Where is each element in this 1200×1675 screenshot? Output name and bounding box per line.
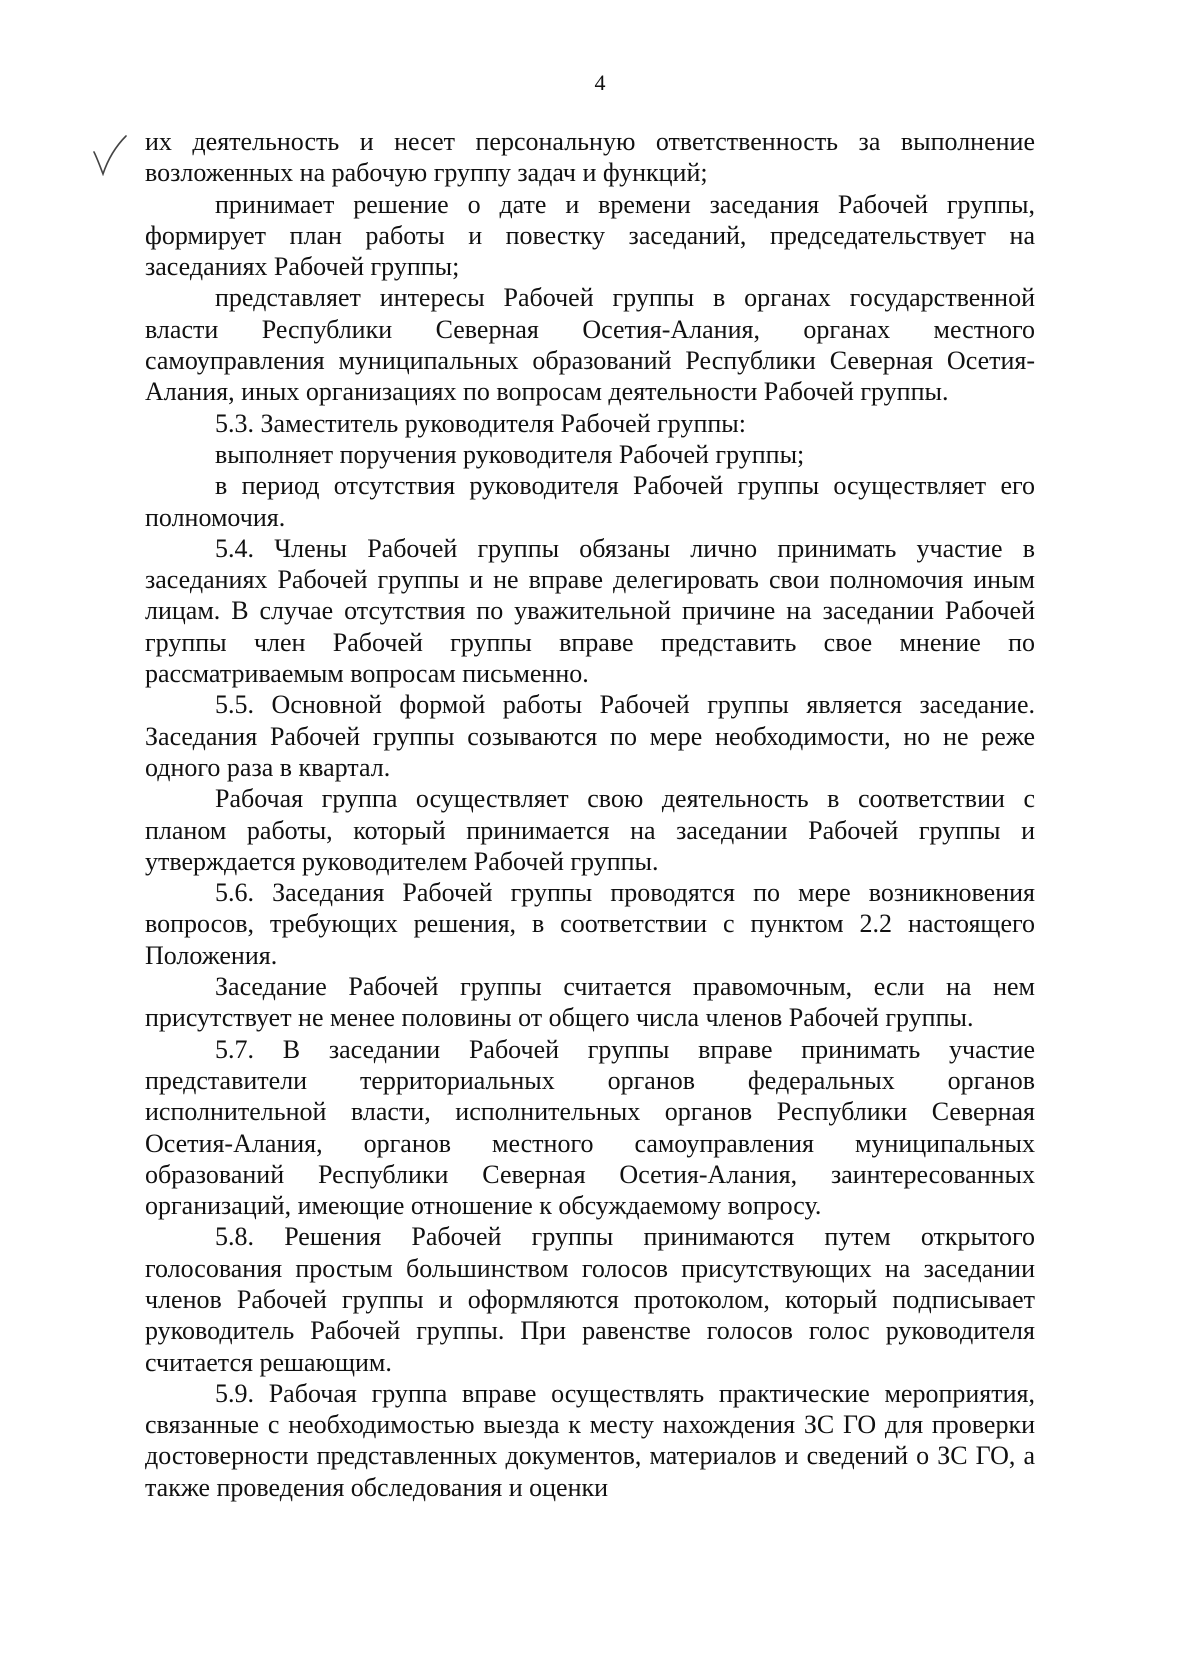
paragraph-8: Рабочая группа осуществляет свою деятельность в соответствии с планом работы, который принимается на заседании Рабочей группы и утверждается руководителем Рабочей группы. <box>145 784 1035 876</box>
paragraph-5: в период отсутствия руководителя Рабочей группы осуществляет его полномочия. <box>145 471 1035 532</box>
paragraph-3: 5.3. Заместитель руководителя Рабочей группы: <box>215 408 746 438</box>
page-number: 4 <box>594 70 606 95</box>
paragraph-7: 5.5. Основной формой работы Рабочей группы является заседание. Заседания Рабочей группы созываются по мере необходимости, но не реже одного раза в квартал. <box>145 690 1035 782</box>
handwritten-check-mark <box>92 134 132 176</box>
document-body <box>145 126 1035 1503</box>
paragraph-1: принимает решение о дате и времени заседания Рабочей группы, формирует план работы и повестку заседаний, председательствует на заседаниях Рабочей группы; <box>145 189 1035 282</box>
paragraph-13: 5.9. Рабочая группа вправе осуществлять практические мероприятия, связанные с необходимостью выезда к месту нахождения ЗС ГО для проверки достоверности представленных документов, материалов и сведений о ЗС ГО, а также проведения обследования и оценки <box>145 1378 1035 1502</box>
paragraph-4: выполняет поручения руководителя Рабочей группы; <box>215 439 805 469</box>
paragraph-9: 5.6. Заседания Рабочей группы проводятся по мере возникновения вопросов, требующих решения, в соответствии с пунктом 2.2 настоящего Положения. <box>145 878 1035 970</box>
paragraph-11: 5.7. В заседании Рабочей группы вправе принимать участие представители территориальных органов федеральных органов исполнительной власти, исполнительных органов Республики Северная Осетия-Алания, органов местного самоуправления муниципальных образований Республики Северная Осетия-Алания, заинтересованных организаций, имеющие отношение к обсуждаемому вопросу. <box>145 1034 1035 1221</box>
paragraph-2: представляет интересы Рабочей группы в органах государственной власти Республики Северная Осетия-Алания, органах местного самоуправления муниципальных образований Республики Северная Осетия-Алания, иных организациях по вопросам деятельности Рабочей группы. <box>145 283 1035 407</box>
paragraph-6: 5.4. Члены Рабочей группы обязаны лично принимать участие в заседаниях Рабочей группы и не вправе делегировать свои полномочия иным лицам. В случае отсутствия по уважительной причине на заседании Рабочей группы член Рабочей группы вправе представить свое мнение по рассматриваемым вопросам письменно. <box>145 533 1035 689</box>
paragraph-0: их деятельность и несет персональную ответственность за выполнение возложенных на рабочую группу задач и функций; <box>145 127 1035 188</box>
paragraph-12: 5.8. Решения Рабочей группы принимаются путем открытого голосования простым большинством голосов присутствующих на заседании членов Рабочей группы и оформляются протоколом, который подписывает руководитель Рабочей группы. При равенстве голосов голос руководителя считается решающим. <box>145 1222 1035 1377</box>
paragraph-10: Заседание Рабочей группы считается правомочным, если на нем присутствует не менее половины от общего числа членов Рабочей группы. <box>145 972 1035 1033</box>
